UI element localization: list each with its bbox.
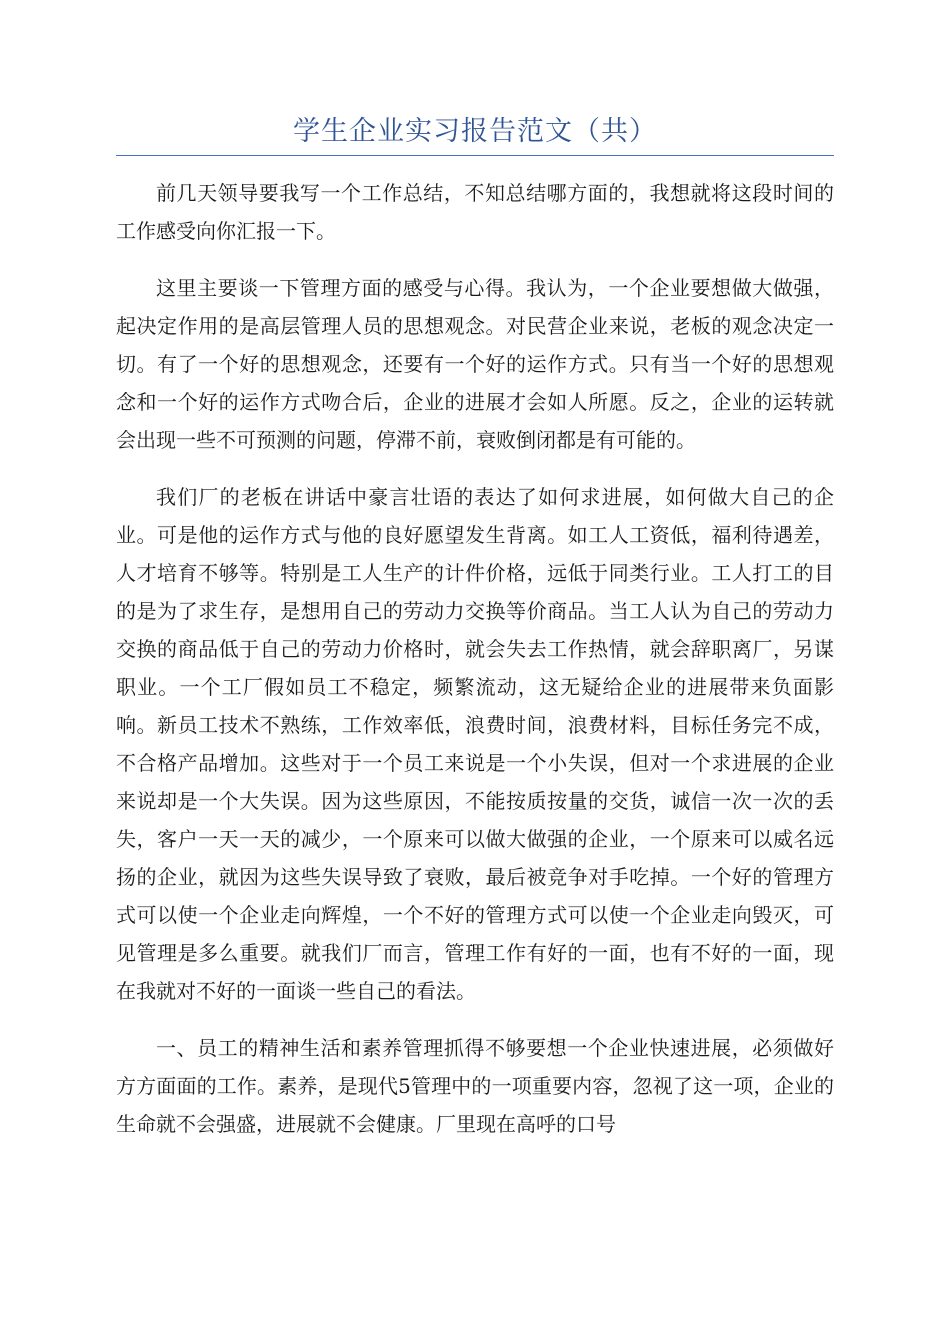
title-underline [116, 155, 834, 156]
paragraph-1: 前几天领导要我写一个工作总结，不知总结哪方面的，我想就将这段时间的工作感受向你汇报一下。 [116, 181, 834, 243]
document-title: 学生企业实习报告范文（共） [293, 116, 657, 147]
paragraph-4: 一、员工的精神生活和素养管理抓得不够要想一个企业快速进展，必须做好方方面面的工作。素养，是现代5管理中的一项重要内容，忽视了这一项，企业的生命就不会强盛，进展就不会健康。厂里现在高呼的口号 [116, 1036, 834, 1136]
paragraph-2: 这里主要谈一下管理方面的感受与心得。我认为，一个企业要想做大做强，起决定作用的是高层管理人员的思想观念。对民营企业来说，老板的观念决定一切。有了一个好的思想观念，还要有一个好的运作方式。只有当一个好的思想观念和一个好的运作方式吻合后，企业的进展才会如人所愿。反之，企业的运转就会出现一些不可预测的问题，停滞不前，衰败倒闭都是有可能的。 [116, 276, 834, 452]
document-body [116, 174, 834, 1162]
paragraph-3: 我们厂的老板在讲话中豪言壮语的表达了如何求进展，如何做大自己的企业。可是他的运作方式与他的良好愿望发生背离。如工人工资低，福利待遇差，人才培育不够等。特别是工人生产的计件价格，远低于同类行业。工人打工的目的是为了求生存，是想用自己的劳动力交换等价商品。当工人认为自己的劳动力交换的商品低于自己的劳动力价格时，就会失去工作热情，就会辞职离厂，另谋职业。一个工厂假如员工不稳定，频繁流动，这无疑给企业的进展带来负面影响。新员工技术不熟练，工作效率低，浪费时间，浪费材料，目标任务完不成，不合格产品增加。这些对于一个员工来说是一个小失误，但对一个求进展的企业来说却是一个大失误。因为这些原因，不能按质按量的交货，诚信一次一次的丢失，客户一天一天的减少，一个原来可以做大做强的企业，一个原来可以威名远扬的企业，就因为这些失误导致了衰败，最后被竞争对手吃掉。一个好的管理方式可以使一个企业走向辉煌，一个不好的管理方式可以使一个企业走向毁灭，可见管理是多么重要。就我们厂而言，管理工作有好的一面，也有不好的一面，现在我就对不好的一面谈一些自己的看法。 [116, 485, 834, 1003]
